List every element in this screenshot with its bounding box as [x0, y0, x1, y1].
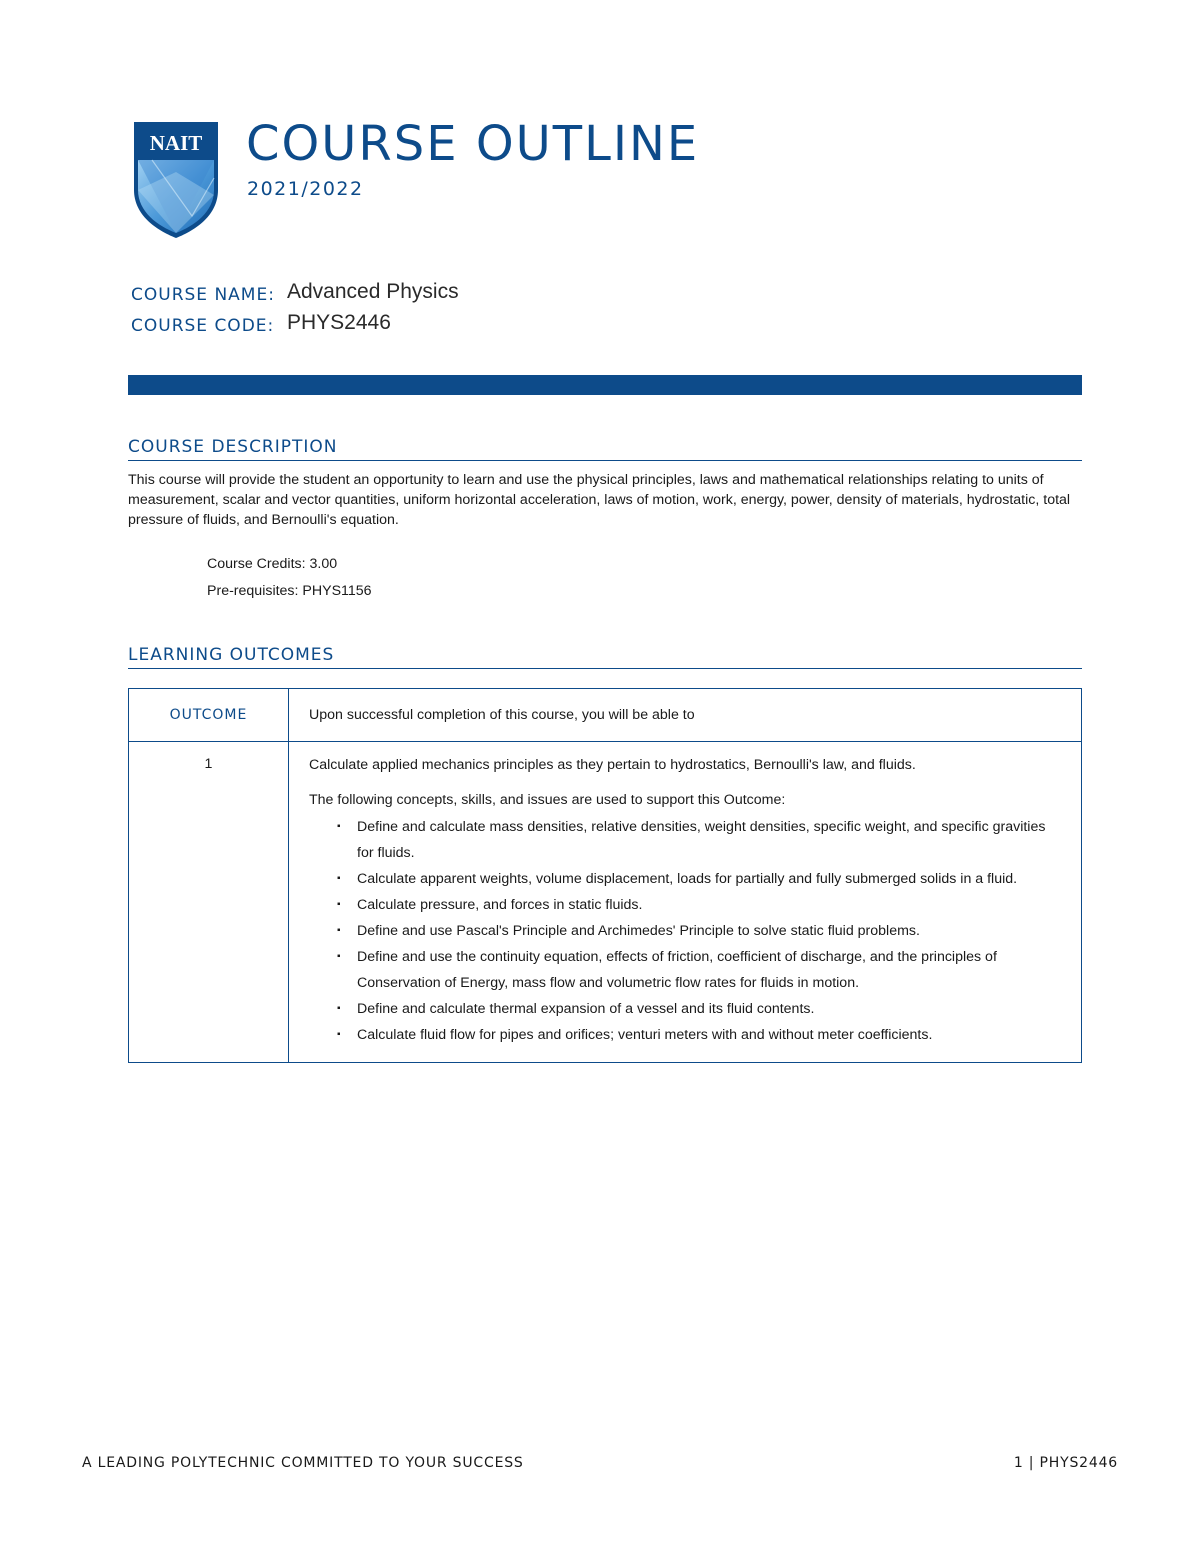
list-item: ▪ Calculate fluid flow for pipes and orifices; venturi meters with and without meter coefficients. — [337, 1022, 1061, 1048]
course-credits: Course Credits: 3.00 — [207, 556, 338, 572]
outcome-statement: Calculate applied mechanics principles as they pertain to hydrostatics, Bernoulli's law, and fluids. — [309, 757, 916, 773]
outcome-text-column-header: Upon successful completion of this course, you will be able to — [289, 689, 1082, 742]
bullet-icon: ▪ — [337, 1003, 341, 1014]
bullet-icon: ▪ — [337, 1029, 341, 1040]
table-row — [129, 742, 1082, 1063]
course-code-value: PHYS2446 — [287, 311, 391, 334]
footer-page-number: 1 | PHYS2446 — [1013, 1455, 1118, 1471]
header-divider-bar — [128, 375, 1082, 395]
outcome-column-header: OUTCOME — [129, 689, 289, 742]
page-title: COURSE OUTLINE — [246, 116, 700, 172]
outcome-bullet-list — [309, 814, 1061, 1048]
outcomes-table — [128, 688, 1082, 1063]
bullet-icon: ▪ — [337, 951, 341, 962]
academic-year: 2021/2022 — [247, 178, 364, 200]
list-item: ▪ Calculate apparent weights, volume displacement, loads for partially and fully submerged solids in a fluid. — [337, 866, 1061, 892]
nait-shield-icon — [132, 120, 220, 240]
footer-tagline: A LEADING POLYTECHNIC COMMITTED TO YOUR SUCCESS — [82, 1455, 524, 1471]
outcomes-table-header — [129, 689, 1082, 742]
course-description-heading: COURSE DESCRIPTION — [128, 437, 1082, 461]
bullet-icon: ▪ — [337, 925, 341, 936]
prerequisites: Pre-requisites: PHYS1156 — [207, 583, 372, 599]
course-description-text: This course will provide the student an opportunity to learn and use the physical principles, laws and mathematical relationships relating to units of measurement, scalar and vector quantities, uniform horizontal acceleration, laws of motion, work, energy, power, density of materials, hydrostatic, total pressure of fluids, and Bernoulli's equation. — [128, 472, 1071, 528]
bullet-icon: ▪ — [337, 873, 341, 884]
list-item: ▪ Define and calculate mass densities, relative densities, weight densities, specific weight, and specific gravities for fluids. — [337, 814, 1061, 866]
learning-outcomes-heading: LEARNING OUTCOMES — [128, 645, 1082, 669]
list-item: ▪ Define and use the continuity equation, effects of friction, coefficient of discharge, and the principles of Conservation of Energy, mass flow and volumetric flow rates for fluids in motion. — [337, 944, 1061, 996]
outcome-details — [289, 742, 1082, 1063]
svg-text:NAIT: NAIT — [149, 131, 203, 155]
bullet-icon: ▪ — [337, 821, 341, 832]
outcome-number: 1 — [129, 742, 289, 1063]
list-item: ▪ Define and calculate thermal expansion of a vessel and its fluid contents. — [337, 996, 1061, 1022]
outcome-support-intro: The following concepts, skills, and issues are used to support this Outcome: — [309, 792, 786, 808]
list-item: ▪ Define and use Pascal's Principle and Archimedes' Principle to solve static fluid problems. — [337, 918, 1061, 944]
course-code-label: COURSE CODE: — [131, 316, 275, 336]
list-item: ▪ Calculate pressure, and forces in static fluids. — [337, 892, 1061, 918]
course-name-value: Advanced Physics — [287, 280, 459, 303]
course-name-label: COURSE NAME: — [131, 285, 275, 305]
bullet-icon: ▪ — [337, 899, 341, 910]
nait-logo — [132, 120, 220, 240]
